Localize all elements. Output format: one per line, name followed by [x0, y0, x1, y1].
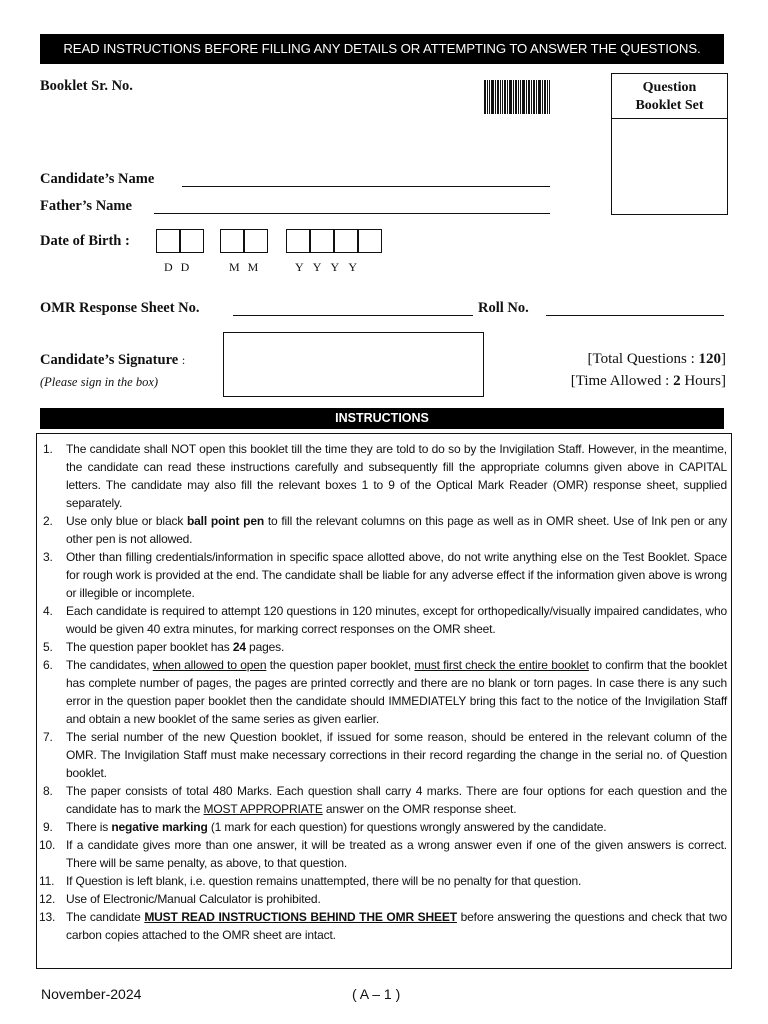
booklet-set-title: Question Booklet Set: [612, 74, 727, 119]
instruction-item: 2. Use only blue or black ball point pen to fill the relevant columns on this page as well as in OMR sheet. Use of Ink pen or any other pen is not allowed.: [43, 514, 727, 546]
instruction-item: 3. Other than filling credentials/information in specific space allotted above, do not write anything else on the Test Booklet. Space for rough work is provided at the end. The candidate shall be liable for any adverse effect if the information given above is wrong or illegible or incomplete.: [43, 550, 727, 600]
dob-year-3[interactable]: [334, 229, 358, 253]
candidate-name-label: Candidate’s Name: [40, 171, 155, 187]
dob-month-2[interactable]: [244, 229, 268, 253]
dob-mm-label: M M: [229, 260, 260, 274]
instruction-item: 5. The question paper booklet has 24 pages.: [43, 640, 285, 654]
signature-hint: (Please sign in the box): [40, 375, 159, 389]
dob-yyyy-label: Y Y Y Y: [295, 260, 358, 274]
instructions-box: [36, 433, 732, 969]
instruction-item: 1. The candidate shall NOT open this booklet till the time they are told to do so by the Invigilation Staff. However, in the meantime, the candidate can read these instructions carefully and subsequently fill the appropriate columns given above in CAPITAL letters. The candidate may also fill the relevant boxes 1 to 9 of the Optical Mark Reader (OMR) response sheet, supplied separately.: [43, 442, 727, 510]
barcode: [484, 80, 550, 114]
instruction-item: 7. The serial number of the new Question booklet, if issued for some reason, should be entered in the relevant column of the OMR. The Invigilation Staff must make necessary corrections in their record regarding the change in the serial no. of Question booklet.: [43, 730, 727, 780]
signature-label-row: Candidate’s Signature :: [40, 352, 186, 368]
dob-year-1[interactable]: [286, 229, 310, 253]
footer-date: November-2024: [41, 986, 142, 1002]
instruction-item: 9. There is negative marking (1 mark for each question) for questions wrongly answered by the candidate.: [43, 820, 607, 834]
question-booklet-set-box[interactable]: [611, 73, 728, 215]
instruction-item: 10. If a candidate gives more than one answer, it will be treated as a wrong answer even if one of the given answers is correct. There will be same penalty, as above, to that question.: [39, 838, 727, 870]
booklet-sr-label: Booklet Sr. No.: [40, 78, 133, 94]
omr-sheet-label: OMR Response Sheet No.: [40, 300, 200, 316]
footer-code: ( A – 1 ): [352, 986, 401, 1002]
dob-year-2[interactable]: [310, 229, 334, 253]
instruction-item: 11. If Question is left blank, i.e. question remains unattempted, there will be no penalty for that question.: [39, 874, 582, 888]
signature-box[interactable]: [223, 332, 484, 397]
dob-label: Date of Birth :: [40, 233, 130, 249]
instruction-item: 12. Use of Electronic/Manual Calculator is prohibited.: [39, 892, 321, 906]
time-allowed: [Time Allowed : 2 Hours]: [570, 373, 726, 389]
total-questions: [Total Questions : 120]: [587, 351, 726, 367]
father-name-field[interactable]: [154, 213, 550, 214]
instruction-item: 8. The paper consists of total 480 Marks. Each question shall carry 4 marks. There are four options for each question and the candidate has to mark the MOST APPROPRIATE answer on the OMR response sheet.: [43, 784, 727, 816]
instruction-item: 6. The candidates, when allowed to open the question paper booklet, must first check the entire booklet to confirm that the booklet has complete number of pages, the pages are printed correctly and there are no blank or torn pages. In case there is any such error in the question paper booklet then the candidate should IMMEDIATELY bring this fact to the notice of the Invigilation Staff and obtain a new booklet of the same series as given earlier.: [43, 658, 728, 726]
roll-no-label: Roll No.: [478, 300, 529, 316]
candidate-name-field[interactable]: [182, 186, 550, 187]
dob-day-1[interactable]: [156, 229, 180, 253]
instructions-banner: READ INSTRUCTIONS BEFORE FILLING ANY DETAILS OR ATTEMPTING TO ANSWER THE QUESTIONS.: [40, 34, 724, 64]
instruction-item: 4. Each candidate is required to attempt 120 questions in 120 minutes, except for orthopedically/visually impaired candidates, who would be given 40 extra minutes, for marking correct responses on the OMR sheet.: [43, 604, 727, 636]
instructions-title: INSTRUCTIONS: [40, 408, 724, 429]
dob-month-1[interactable]: [220, 229, 244, 253]
dob-dd-label: D D: [164, 260, 191, 274]
instruction-item: 13. The candidate MUST READ INSTRUCTIONS BEHIND THE OMR SHEET before answering the questions and check that two carbon copies attached to the OMR sheet are intact.: [39, 910, 727, 942]
roll-no-field[interactable]: [546, 315, 724, 316]
omr-sheet-field[interactable]: [233, 315, 473, 316]
dob-day-2[interactable]: [180, 229, 204, 253]
dob-year-4[interactable]: [358, 229, 382, 253]
father-name-label: Father’s Name: [40, 198, 132, 214]
instructions-list: [37, 434, 731, 944]
